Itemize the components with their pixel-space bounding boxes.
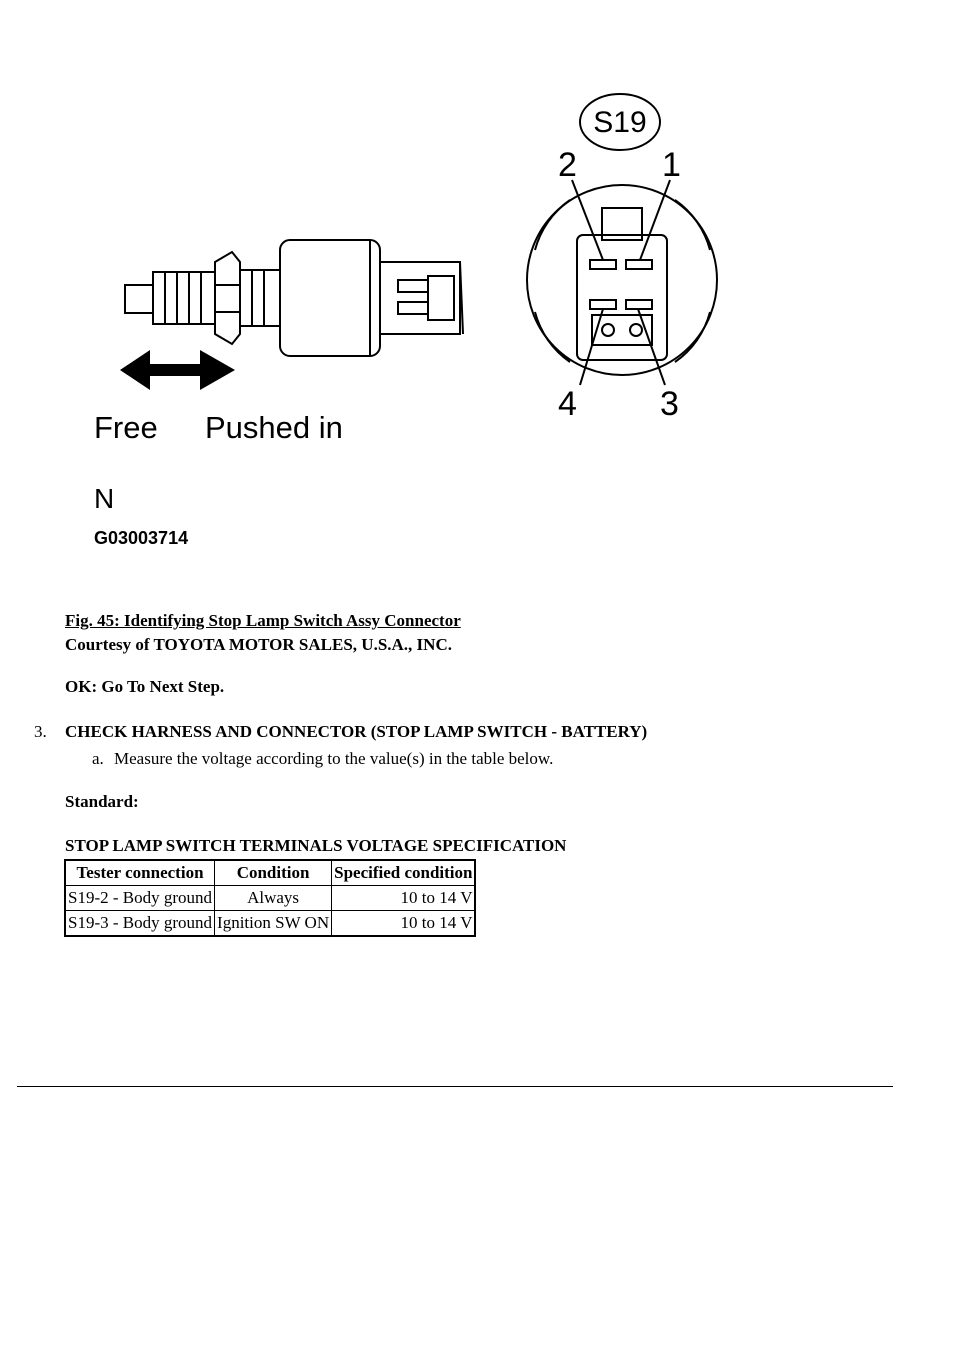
table-title: STOP LAMP SWITCH TERMINALS VOLTAGE SPECIFICATION [65, 836, 567, 855]
cell-condition: Always [215, 886, 332, 911]
n-label: N [94, 483, 115, 514]
voltage-spec-table [64, 859, 476, 937]
header-condition: Condition [215, 860, 332, 886]
standard-label: Standard: [65, 792, 139, 811]
pin-label-3: 3 [660, 385, 679, 423]
cell-tester-connection: S19-2 - Body ground [65, 886, 215, 911]
pin-label-2: 2 [558, 146, 577, 184]
cell-specified-condition: 10 to 14 V [332, 911, 476, 937]
ok-result: OK: Go To Next Step. [65, 677, 225, 696]
sub-step-text: Measure the voltage according to the value(s) in the table below. [114, 749, 554, 768]
pin-label-4: 4 [558, 385, 577, 423]
pushed-in-label: Pushed in [205, 410, 343, 445]
cell-tester-connection: S19-3 - Body ground [65, 911, 215, 937]
step-number: 3. [34, 722, 47, 741]
cell-specified-condition: 10 to 14 V [332, 886, 476, 911]
table-row [65, 886, 475, 911]
header-specified-condition: Specified condition [332, 860, 476, 886]
pin-label-1: 1 [662, 146, 681, 184]
double-arrow-icon [120, 350, 235, 390]
stop-lamp-switch-illustration [80, 80, 740, 570]
sub-step-letter: a. [92, 749, 104, 768]
stop-lamp-switch-drawing [125, 240, 463, 356]
figure-caption: Fig. 45: Identifying Stop Lamp Switch Assy Connector [65, 611, 461, 630]
header-tester-connection: Tester connection [65, 860, 215, 886]
step-title: CHECK HARNESS AND CONNECTOR (STOP LAMP SWITCH - BATTERY) [65, 722, 648, 741]
free-label: Free [94, 410, 158, 445]
courtesy-line: Courtesy of TOYOTA MOTOR SALES, U.S.A., INC. [65, 635, 452, 654]
table-row [65, 911, 475, 937]
cell-condition: Ignition SW ON [215, 911, 332, 937]
connector-id-label: S19 [593, 106, 647, 139]
table-header-row [65, 860, 475, 886]
page-divider [17, 1086, 893, 1087]
figure-code: G03003714 [94, 528, 189, 548]
